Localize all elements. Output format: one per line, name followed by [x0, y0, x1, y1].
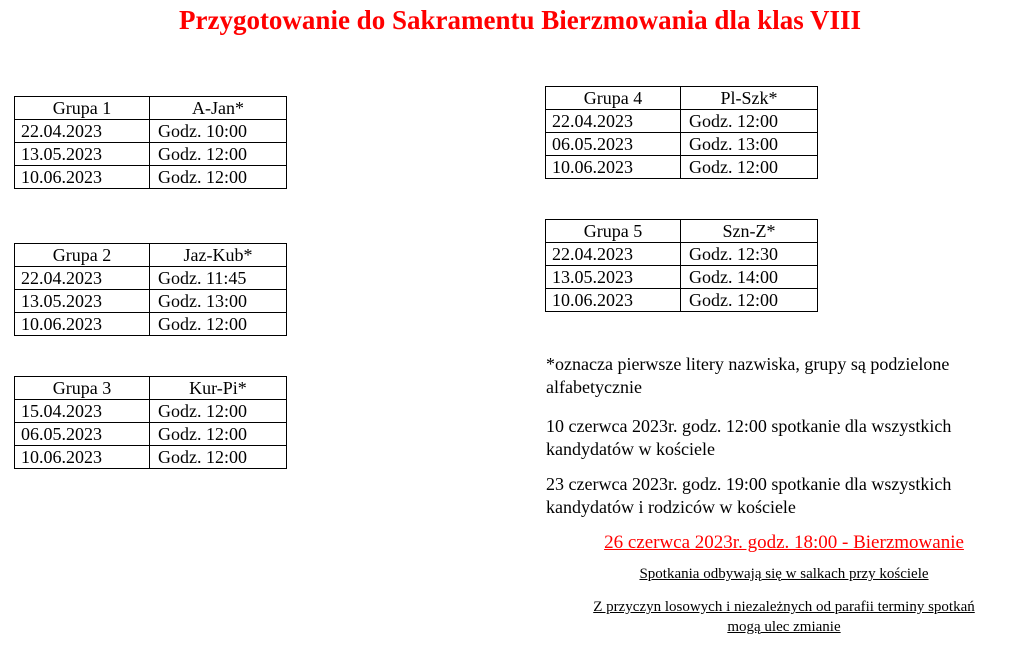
meeting-note-line: 23 czerwca 2023r. godz. 19:00 spotkanie dla wszystkich	[546, 474, 952, 494]
table-row	[546, 156, 818, 179]
group-5-table	[545, 219, 818, 312]
meeting-time: Godz. 10:00	[150, 120, 287, 143]
table-row	[15, 313, 287, 336]
group-name: Grupa 3	[15, 377, 150, 400]
meeting-time: Godz. 13:00	[150, 290, 287, 313]
meeting-date: 06.05.2023	[15, 423, 150, 446]
table-row	[15, 446, 287, 469]
footnote-line: alfabetycznie	[546, 377, 642, 397]
footnote-line: *oznacza pierwsze litery nazwiska, grupy są podzielone	[546, 354, 950, 374]
location-note: Spotkania odbywają się w salkach przy kościele	[639, 566, 929, 582]
meeting-date: 10.06.2023	[15, 313, 150, 336]
table-row	[546, 110, 818, 133]
group-letters: A-Jan*	[150, 97, 287, 120]
meeting-time: Godz. 12:00	[681, 289, 818, 312]
group-name: Grupa 1	[15, 97, 150, 120]
disclaimer-line: Z przyczyn losowych i niezależnych od parafii terminy spotkań	[593, 599, 975, 615]
table-row	[15, 120, 287, 143]
group-4-table	[545, 86, 818, 179]
meeting-time: Godz. 12:00	[681, 156, 818, 179]
table-row	[546, 133, 818, 156]
group-2-table	[14, 243, 287, 336]
page-title: Przygotowanie do Sakramentu Bierzmowania dla klas VIII	[178, 5, 862, 35]
group-3-table	[14, 376, 287, 469]
table-row	[546, 289, 818, 312]
disclaimer	[546, 597, 1022, 637]
meeting-date: 10.06.2023	[15, 446, 150, 469]
meeting-note-line: kandydatów i rodziców w kościele	[546, 497, 796, 517]
table-row	[15, 423, 287, 446]
disclaimer-line: mogą ulec zmianie	[727, 619, 841, 635]
meeting-time: Godz. 12:00	[150, 423, 287, 446]
meeting-time: Godz. 12:00	[150, 166, 287, 189]
table-header-row	[15, 244, 287, 267]
group-name: Grupa 5	[546, 220, 681, 243]
meeting-time: Godz. 12:00	[681, 110, 818, 133]
meeting-note-line: 10 czerwca 2023r. godz. 12:00 spotkanie dla wszystkich	[546, 416, 952, 436]
meeting-date: 22.04.2023	[15, 267, 150, 290]
meeting-date: 15.04.2023	[15, 400, 150, 423]
group-name: Grupa 4	[546, 87, 681, 110]
meeting-date: 22.04.2023	[546, 110, 681, 133]
table-row	[546, 243, 818, 266]
table-row	[15, 166, 287, 189]
group-1-table	[14, 96, 287, 189]
group-letters: Jaz-Kub*	[150, 244, 287, 267]
meeting-note-1	[546, 415, 951, 461]
meeting-time: Godz. 12:00	[150, 446, 287, 469]
meeting-time: Godz. 12:00	[150, 313, 287, 336]
meeting-date: 13.05.2023	[15, 290, 150, 313]
meeting-date: 13.05.2023	[546, 266, 681, 289]
meeting-note-line: kandydatów w kościele	[546, 439, 715, 459]
table-header-row	[546, 87, 818, 110]
table-header-row	[15, 377, 287, 400]
meeting-time: Godz. 12:00	[150, 400, 287, 423]
group-letters: Kur-Pi*	[150, 377, 287, 400]
meeting-date: 10.06.2023	[15, 166, 150, 189]
table-row	[15, 267, 287, 290]
meeting-time: Godz. 13:00	[681, 133, 818, 156]
meeting-date: 10.06.2023	[546, 289, 681, 312]
meeting-time: Godz. 12:30	[681, 243, 818, 266]
table-header-row	[15, 97, 287, 120]
group-letters: Szn-Z*	[681, 220, 818, 243]
group-letters: Pl-Szk*	[681, 87, 818, 110]
meeting-time: Godz. 14:00	[681, 266, 818, 289]
meeting-date: 22.04.2023	[15, 120, 150, 143]
table-row	[546, 266, 818, 289]
footnote	[546, 353, 949, 399]
group-name: Grupa 2	[15, 244, 150, 267]
meeting-time: Godz. 11:45	[150, 267, 287, 290]
confirmation-date: 26 czerwca 2023r. godz. 18:00 - Bierzmowanie	[604, 532, 964, 553]
meeting-date: 13.05.2023	[15, 143, 150, 166]
meeting-note-2	[546, 473, 951, 519]
table-header-row	[546, 220, 818, 243]
meeting-date: 06.05.2023	[546, 133, 681, 156]
meeting-date: 10.06.2023	[546, 156, 681, 179]
table-row	[15, 290, 287, 313]
table-row	[15, 400, 287, 423]
meeting-time: Godz. 12:00	[150, 143, 287, 166]
table-row	[15, 143, 287, 166]
meeting-date: 22.04.2023	[546, 243, 681, 266]
